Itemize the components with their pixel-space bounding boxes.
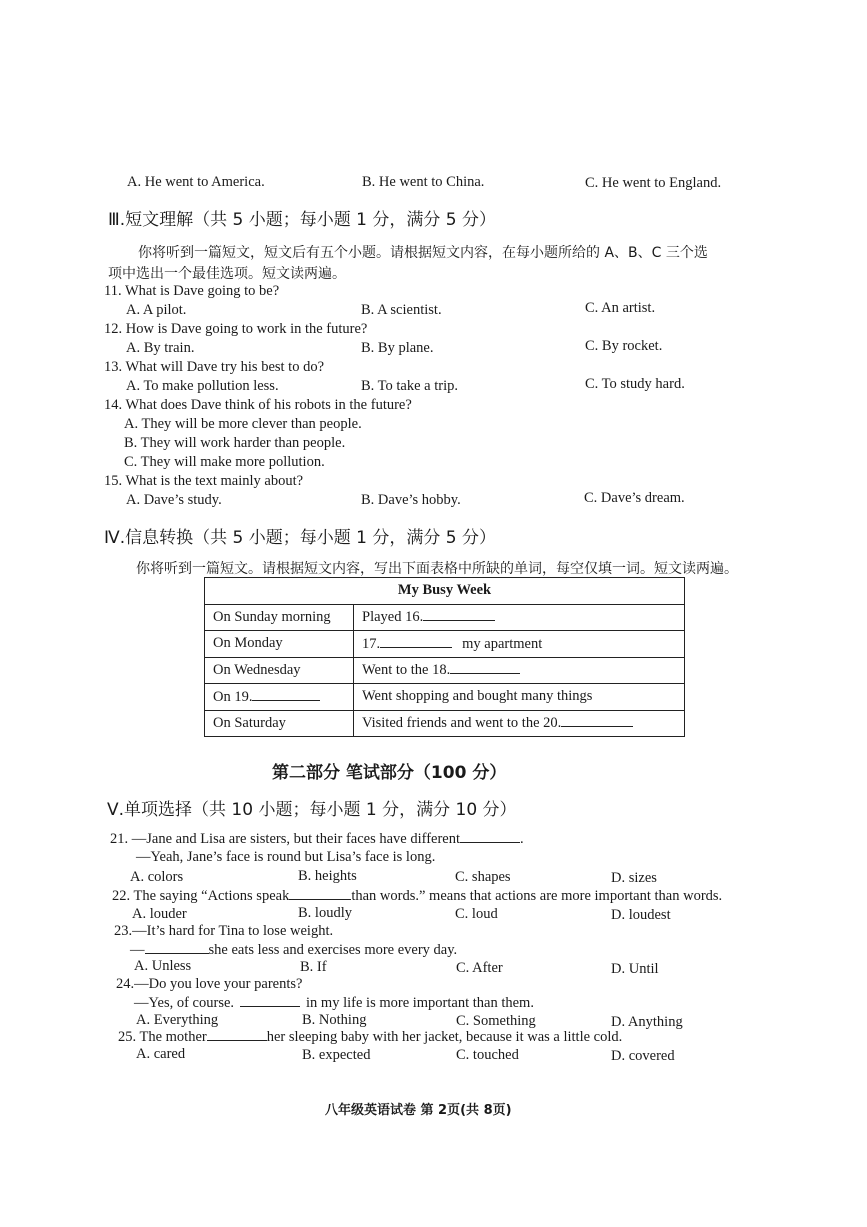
answer-blank-18[interactable] — [450, 661, 520, 674]
table-day: On Saturday — [205, 710, 354, 737]
q22-text: 22. The saying “Actions speak — [112, 888, 290, 904]
q22-option-a: A. louder — [132, 906, 187, 922]
q13-option-c: C. To study hard. — [585, 376, 685, 392]
q24-text-end: in my life is more important than them. — [306, 995, 534, 1011]
q22-stem — [112, 887, 722, 905]
q22-option-d: D. loudest — [611, 907, 671, 923]
q25-text: 25. The mother — [118, 1029, 207, 1045]
q24-reply — [134, 994, 534, 1012]
q14-option-a: A. They will be more clever than people. — [124, 416, 362, 432]
table-activity — [354, 604, 685, 631]
answer-blank-23[interactable] — [145, 941, 209, 954]
q10-option-b: B. He went to China. — [362, 174, 485, 190]
q12-option-c: C. By rocket. — [585, 338, 663, 354]
q21-text: 21. —Jane and Lisa are sisters, but their faces have different — [110, 831, 461, 847]
q11-stem: 11. What is Dave going to be? — [104, 283, 280, 299]
answer-blank-19[interactable] — [252, 688, 320, 701]
q25-stem — [118, 1028, 622, 1046]
q24-option-b: B. Nothing — [302, 1012, 367, 1028]
q21-period: . — [520, 831, 524, 847]
table-activity — [354, 631, 685, 658]
q23-reply — [130, 941, 457, 959]
answer-blank-17[interactable] — [380, 635, 452, 648]
q24-option-c: C. Something — [456, 1013, 536, 1029]
q23-option-a: A. Unless — [134, 958, 192, 974]
q15-stem: 15. What is the text mainly about? — [104, 473, 304, 489]
q13-option-b: B. To take a trip. — [361, 378, 458, 394]
table-row — [205, 631, 685, 658]
q25-option-a: A. cared — [136, 1046, 186, 1062]
q13-option-a: A. To make pollution less. — [126, 378, 279, 394]
q23-dash: — — [130, 942, 145, 958]
q24-option-d: D. Anything — [611, 1014, 683, 1030]
page-footer: 八年级英语试卷 第 2页(共 8页) — [325, 1103, 512, 1118]
q25-option-d: D. covered — [611, 1048, 675, 1064]
activity-text: 17. — [362, 635, 381, 652]
q24-stem: 24.—Do you love your parents? — [116, 976, 303, 992]
q24-option-a: A. Everything — [136, 1012, 219, 1028]
table-day: On Monday — [205, 631, 354, 658]
section3-title: Ⅲ.短文理解（共 5 小题；每小题 1 分，满分 5 分） — [108, 210, 496, 230]
q21-option-c: C. shapes — [455, 869, 511, 885]
q21-stem — [110, 830, 524, 848]
table-title: My Busy Week — [205, 578, 685, 605]
q25-option-c: C. touched — [456, 1047, 519, 1063]
activity-text: my apartment — [462, 635, 543, 652]
q15-option-b: B. Dave’s hobby. — [361, 492, 461, 508]
q12-stem: 12. How is Dave going to work in the future? — [104, 321, 368, 337]
answer-blank-22[interactable] — [289, 887, 351, 900]
q23-option-d: D. Until — [611, 961, 659, 977]
q13-stem: 13. What will Dave try his best to do? — [104, 359, 325, 375]
table-row — [205, 604, 685, 631]
table-day — [205, 684, 354, 711]
q11-option-a: A. A pilot. — [126, 302, 187, 318]
answer-blank-16[interactable] — [423, 608, 495, 621]
q12-option-b: B. By plane. — [361, 340, 434, 356]
table-activity — [354, 710, 685, 737]
q14-stem: 14. What does Dave think of his robots in the future? — [104, 397, 412, 413]
activity-text: Visited friends and went to the 20. — [362, 715, 562, 732]
q15-option-a: A. Dave’s study. — [126, 492, 222, 508]
q22-option-c: C. loud — [455, 906, 498, 922]
table-row — [205, 684, 685, 711]
q12-option-a: A. By train. — [126, 340, 195, 356]
q23-option-c: C. After — [456, 960, 503, 976]
table-activity — [354, 657, 685, 684]
busy-week-table — [204, 577, 685, 737]
q14-option-c: C. They will make more pollution. — [124, 454, 325, 470]
table-row — [205, 657, 685, 684]
q25-option-b: B. expected — [302, 1047, 371, 1063]
q21-reply: —Yeah, Jane’s face is round but Lisa’s face is long. — [136, 849, 436, 865]
activity-text: Played 16. — [362, 609, 424, 626]
q24-text: —Yes, of course. — [134, 995, 235, 1011]
q23-option-b: B. If — [300, 959, 327, 975]
q22-text-end: than words.” means that actions are more important than words. — [351, 888, 723, 904]
q21-option-b: B. heights — [298, 868, 357, 884]
section4-title: Ⅳ.信息转换（共 5 小题；每小题 1 分，满分 5 分） — [104, 528, 496, 548]
section4-instruction: 你将听到一篇短文。请根据短文内容，写出下面表格中所缺的单词，每空仅填一词。短文读两遍。 — [136, 561, 738, 577]
table-activity: Went shopping and bought many things — [354, 684, 685, 711]
q22-option-b: B. loudly — [298, 905, 352, 921]
q21-option-a: A. colors — [130, 869, 184, 885]
q15-option-c: C. Dave’s dream. — [584, 490, 685, 506]
answer-blank-25[interactable] — [207, 1028, 267, 1041]
answer-blank-21[interactable] — [460, 830, 520, 843]
section3-instruction-line1: 你将听到一篇短文，短文后有五个小题。请根据短文内容，在每小题所给的 A、B、C 三个选 — [138, 245, 708, 261]
activity-text: Went to the 18. — [362, 662, 451, 679]
q25-text-end: her sleeping baby with her jacket, because it was a little cold. — [266, 1029, 623, 1045]
answer-blank-24[interactable] — [240, 994, 300, 1007]
q11-option-b: B. A scientist. — [361, 302, 442, 318]
part2-title: 第二部分 笔试部分（100 分） — [272, 763, 507, 783]
section5-title: Ⅴ.单项选择（共 10 小题；每小题 1 分，满分 10 分） — [107, 800, 517, 820]
q10-option-a: A. He went to America. — [127, 174, 265, 190]
q23-stem: 23.—It’s hard for Tina to lose weight. — [114, 923, 334, 939]
q10-option-c: C. He went to England. — [585, 175, 722, 191]
answer-blank-20[interactable] — [561, 714, 633, 727]
q21-option-d: D. sizes — [611, 870, 657, 886]
section3-instruction-line2: 项中选出一个最佳选项。短文读两遍。 — [108, 266, 346, 282]
q23-text: she eats less and exercises more every day. — [208, 942, 458, 958]
q14-option-b: B. They will work harder than people. — [124, 435, 346, 451]
day-text: On 19. — [213, 688, 253, 705]
table-day: On Wednesday — [205, 657, 354, 684]
q11-option-c: C. An artist. — [585, 300, 656, 316]
table-row — [205, 710, 685, 737]
table-day: On Sunday morning — [205, 604, 354, 631]
